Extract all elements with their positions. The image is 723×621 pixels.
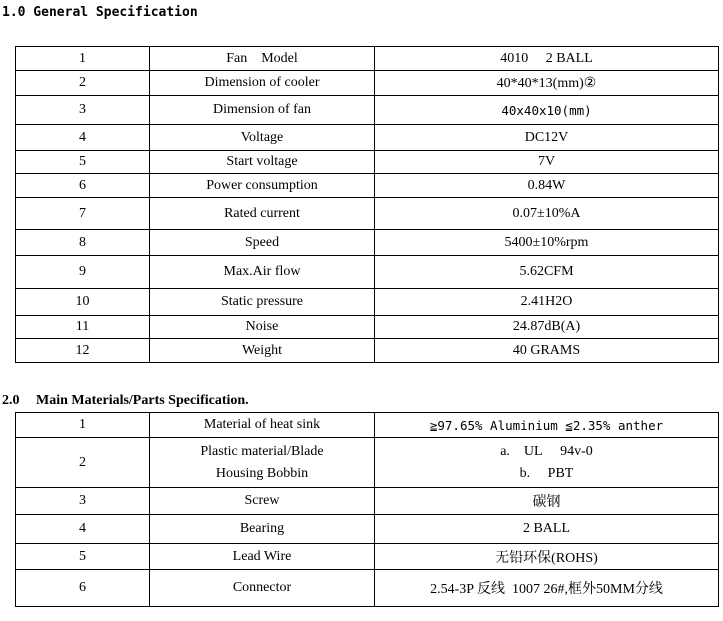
- row-value: 7V: [375, 151, 719, 174]
- row-value: 40*40*13(mm)②: [375, 71, 719, 96]
- row-item: Material of heat sink: [150, 413, 375, 438]
- row-number: 3: [16, 96, 150, 125]
- row-item: Bearing: [150, 515, 375, 544]
- row-value: 2 BALL: [375, 515, 719, 544]
- row-number: 4: [16, 515, 150, 544]
- row-item: Rated current: [150, 198, 375, 230]
- table-row: [16, 438, 719, 488]
- general-spec-table: [15, 46, 719, 363]
- row-value: DC12V: [375, 125, 719, 151]
- row-number: 1: [16, 47, 150, 71]
- row-number: 6: [16, 174, 150, 198]
- row-value: 2.41H2O: [375, 289, 719, 316]
- row-number: 11: [16, 316, 150, 339]
- row-value: 40x40x10(mm): [375, 96, 719, 125]
- table-row: [16, 316, 719, 339]
- row-value: 0.84W: [375, 174, 719, 198]
- row-number: 3: [16, 488, 150, 515]
- row-number: 5: [16, 151, 150, 174]
- table-row: [16, 339, 719, 363]
- section2-title: [2, 393, 249, 409]
- row-item: Connector: [150, 570, 375, 607]
- table-row: [16, 96, 719, 125]
- row-item: Lead Wire: [150, 544, 375, 570]
- row-item: Weight: [150, 339, 375, 363]
- row-item: Fan Model: [150, 47, 375, 71]
- row-item: Speed: [150, 230, 375, 256]
- row-item: Dimension of cooler: [150, 71, 375, 96]
- row-item-line1: Plastic material/Blade: [200, 443, 324, 459]
- table-row: [16, 125, 719, 151]
- materials-table: [15, 412, 719, 607]
- table-row: [16, 230, 719, 256]
- table-row: [16, 47, 719, 71]
- table-row: [16, 174, 719, 198]
- row-value: 4010 2 BALL: [375, 47, 719, 71]
- section1-title: 1.0 General Specification: [2, 5, 198, 20]
- row-value-line1: a. UL 94v-0: [500, 443, 593, 459]
- table-row: [16, 570, 719, 607]
- row-item: Power consumption: [150, 174, 375, 198]
- table-row: [16, 413, 719, 438]
- row-number: 2: [16, 438, 150, 488]
- table-row: [16, 515, 719, 544]
- row-number: 5: [16, 544, 150, 570]
- row-value: 5400±10%rpm: [375, 230, 719, 256]
- row-value: 24.87dB(A): [375, 316, 719, 339]
- row-item: Static pressure: [150, 289, 375, 316]
- table-row: [16, 289, 719, 316]
- row-number: 1: [16, 413, 150, 438]
- row-item-line2: Housing Bobbin: [215, 465, 309, 481]
- row-item: [150, 438, 375, 488]
- table-row: [16, 256, 719, 289]
- row-value: 碳钢: [375, 488, 719, 515]
- row-item: Noise: [150, 316, 375, 339]
- row-number: 12: [16, 339, 150, 363]
- row-value: 0.07±10%A: [375, 198, 719, 230]
- row-value: 2.54-3P 反线 1007 26#,框外50MM分线: [375, 570, 719, 607]
- row-number: 9: [16, 256, 150, 289]
- row-number: 2: [16, 71, 150, 96]
- row-value: [375, 438, 719, 488]
- table-row: [16, 151, 719, 174]
- section2-heading: Main Materials/Parts Specification.: [36, 393, 249, 408]
- row-value: ≧97.65% Aluminium ≦2.35% anther: [375, 413, 719, 438]
- row-value-line2: b. PBT: [519, 465, 574, 481]
- row-number: 10: [16, 289, 150, 316]
- row-number: 4: [16, 125, 150, 151]
- row-value: 无铅环保(ROHS): [375, 544, 719, 570]
- table-row: [16, 544, 719, 570]
- row-item: Start voltage: [150, 151, 375, 174]
- table-row: [16, 71, 719, 96]
- row-item: Screw: [150, 488, 375, 515]
- row-number: 6: [16, 570, 150, 607]
- row-number: 8: [16, 230, 150, 256]
- row-number: 7: [16, 198, 150, 230]
- section2-number: 2.0: [2, 393, 20, 408]
- table-row: [16, 488, 719, 515]
- row-value: 40 GRAMS: [375, 339, 719, 363]
- row-item: Dimension of fan: [150, 96, 375, 125]
- table-row: [16, 198, 719, 230]
- row-value: 5.62CFM: [375, 256, 719, 289]
- row-item: Max.Air flow: [150, 256, 375, 289]
- row-item: Voltage: [150, 125, 375, 151]
